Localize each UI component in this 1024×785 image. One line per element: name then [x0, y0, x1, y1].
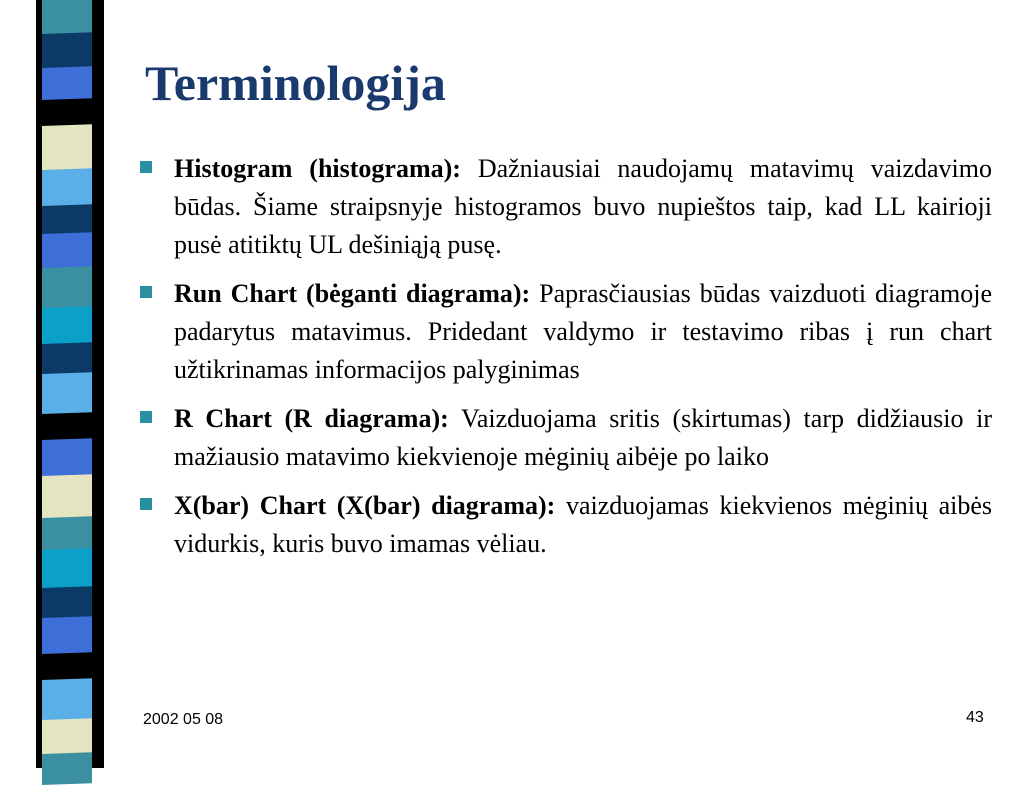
list-item-text [174, 487, 992, 563]
term-description: Vaizduojama sritis (skirtumas) tarp didžiausio ir mažiausio matavimo kiekvienoje mėginių aibėje po laiko [174, 404, 993, 471]
stripe-band [42, 0, 92, 37]
stripe-band [42, 678, 92, 723]
stripe-band [42, 616, 92, 657]
square-bullet-icon [140, 161, 152, 173]
stripe-band [42, 548, 92, 591]
stripe-band [42, 124, 92, 173]
term-description: Paprasčiausias būdas vaizduoti diagramoje padarytus matavimus. Pridedant valdymo ir testavimo ribas į run chart užtikrinamas informacijos palyginimas [174, 279, 992, 384]
stripe-band [42, 718, 92, 757]
term-description: Dažniausiai naudojamų matavimų vaizdavimo būdas. Šiame straipsnyje histogramos buvo nupieštos taip, kad LL kairioji pusė atitiktų UL dešiniąją pusę. [174, 154, 992, 259]
stripe-band [42, 372, 92, 417]
list-item [140, 400, 992, 476]
stripe-band [42, 306, 92, 347]
page-number: 43 [966, 709, 984, 726]
bullet-list [140, 150, 992, 574]
slide-title: Terminologija [145, 55, 446, 111]
square-bullet-icon [140, 498, 152, 510]
term-label: Run Chart (bėganti diagrama): [174, 279, 531, 308]
stripe-band [42, 752, 92, 785]
term-label: X(bar) Chart (X(bar) diagrama): [174, 491, 556, 520]
list-item-text [174, 150, 992, 264]
list-item [140, 275, 992, 389]
stripe-band [42, 266, 92, 311]
list-item [140, 487, 992, 563]
square-bullet-icon [140, 286, 152, 298]
term-label: Histogram (histograma): [174, 154, 461, 183]
square-bullet-icon [140, 411, 152, 423]
list-item-text [174, 400, 992, 476]
term-label: R Chart (R diagrama): [174, 404, 449, 433]
stripe-band [42, 168, 92, 209]
footer-date: 2002 05 08 [143, 711, 224, 728]
term-description: vaizduojamas kiekvienos mėginių aibės vidurkis, kuris buvo imamas vėliau. [174, 491, 992, 558]
stripe-band [42, 32, 92, 71]
stripe-band [42, 438, 92, 479]
decorative-stripe [42, 0, 92, 768]
list-item-text [174, 275, 992, 389]
stripe-band [42, 232, 92, 271]
stripe-band [42, 474, 92, 521]
list-item [140, 150, 992, 264]
